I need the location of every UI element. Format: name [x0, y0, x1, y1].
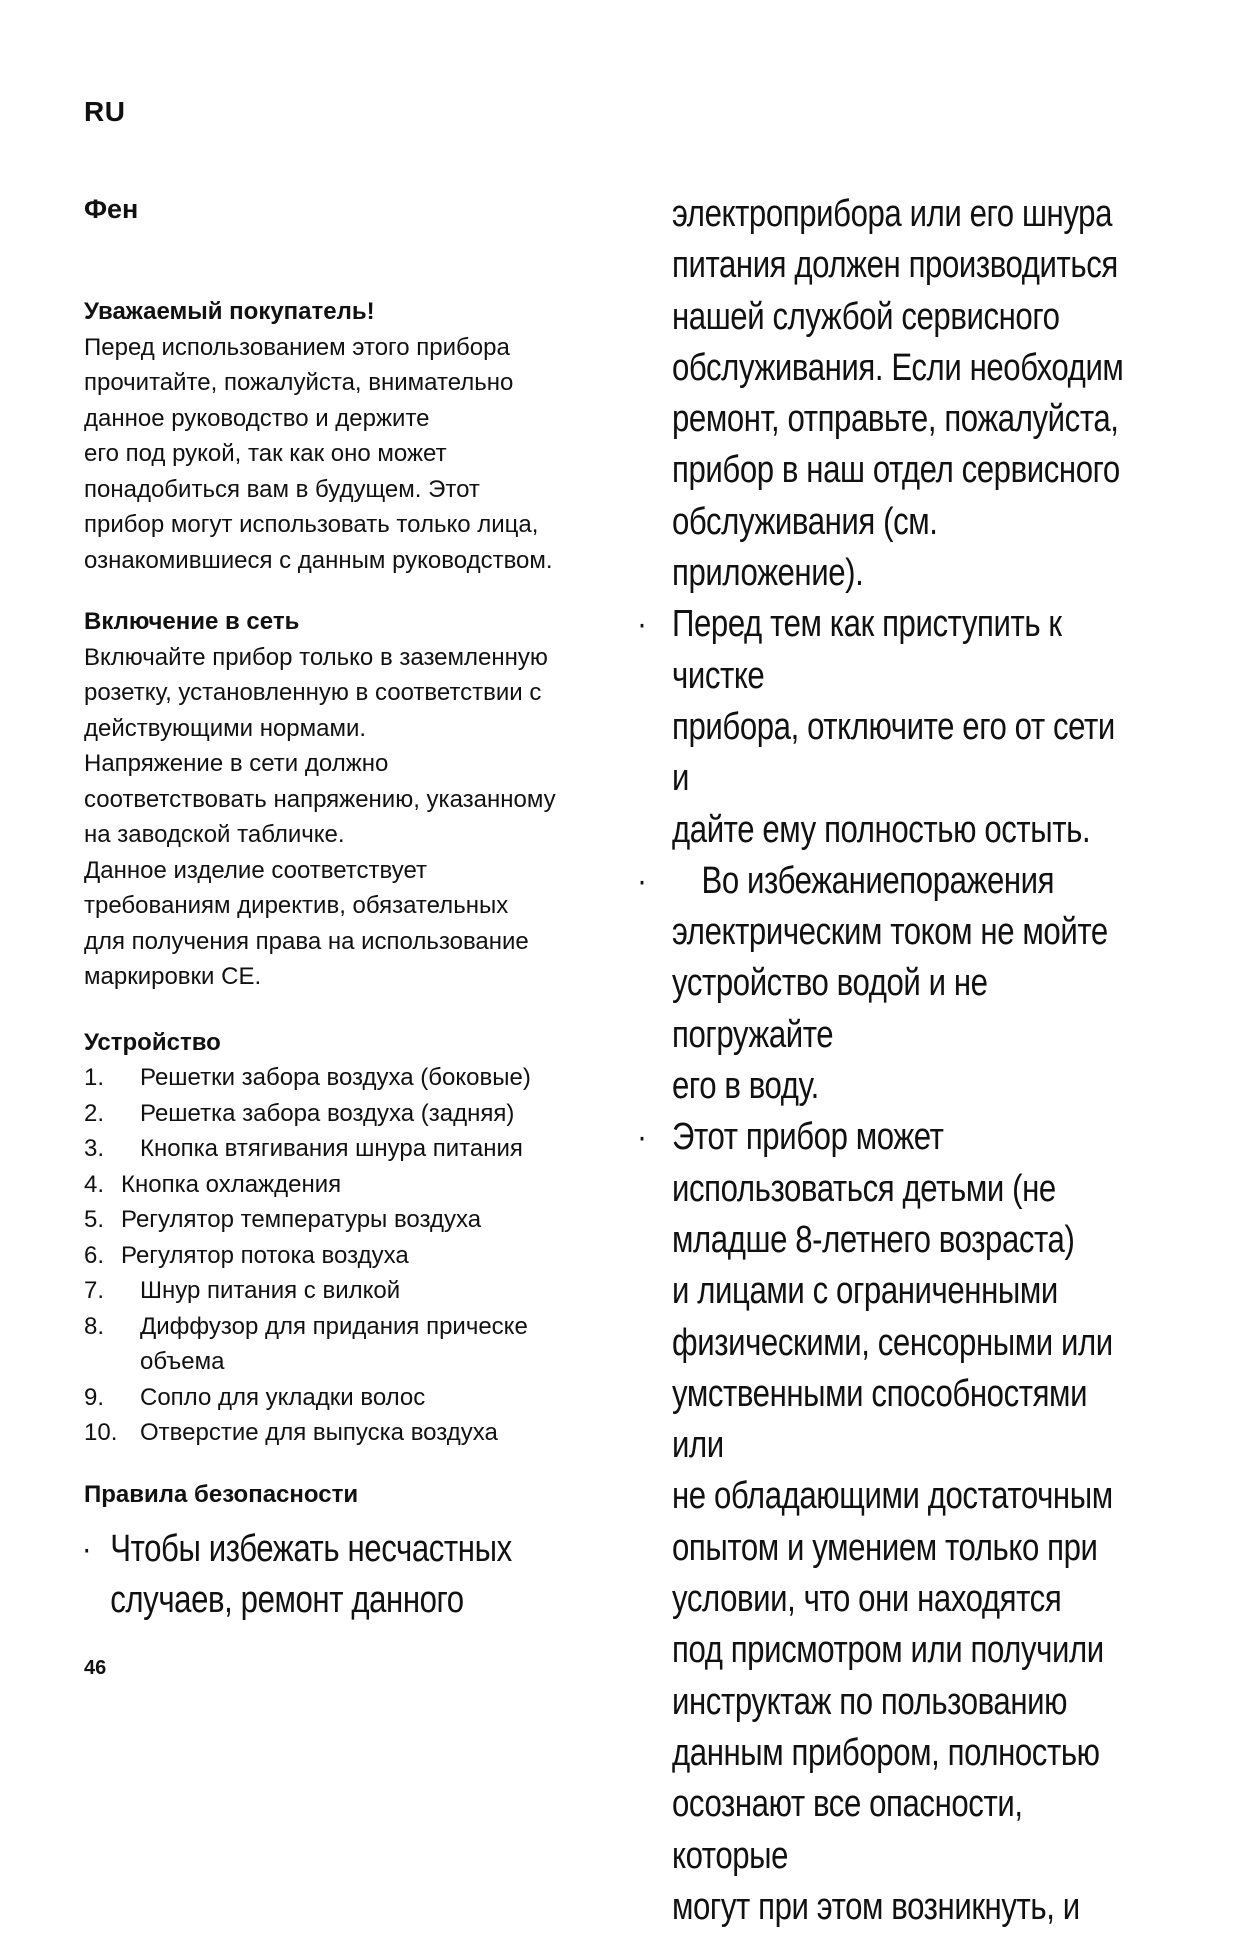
power-heading: Включение в сеть	[84, 608, 300, 635]
list-item	[84, 1167, 624, 1203]
power-section	[84, 604, 624, 995]
list-item	[84, 1096, 624, 1132]
bullet-line: Во избежаниепоражения	[701, 859, 1055, 902]
power-line: Данное изделие соответствует	[84, 856, 428, 884]
bullet-line: прибора, отключите его от сети и	[672, 705, 1115, 800]
list-text-line: объема	[140, 1348, 225, 1375]
page-title: Фен	[84, 194, 139, 224]
intro-line: его под рукой, так как оно может	[84, 440, 447, 467]
list-number: 3.	[84, 1135, 105, 1162]
bullet-mark: ·	[639, 613, 646, 641]
list-text: Сопло для укладки волос	[140, 1383, 426, 1411]
safety-heading: Правила безопасности	[84, 1480, 359, 1508]
bullet-line: электрическим током не мойте	[672, 911, 1108, 954]
device-parts-list	[84, 1060, 624, 1451]
list-item	[84, 1273, 624, 1309]
language-code: RU	[84, 96, 126, 127]
bullet-line: Этот прибор может	[672, 1116, 944, 1159]
safety-bullet-1	[84, 1524, 553, 1626]
list-number: 5.	[84, 1206, 105, 1233]
intro-line: прибор могут использовать только лица,	[84, 511, 539, 538]
bullet-line: осознают все опасности, которые	[672, 1783, 1023, 1877]
list-text	[140, 1309, 624, 1380]
list-text: Регулятор температуры воздуха	[121, 1206, 482, 1233]
list-number: 6.	[84, 1241, 105, 1269]
list-text: Отверстие для выпуска воздуха	[140, 1419, 498, 1446]
power-line: требованиям директив, обязательных	[84, 892, 509, 919]
bullet-line: использоваться детьми (не	[672, 1167, 1056, 1210]
intro-line: Перед использованием этого прибора	[84, 333, 510, 361]
list-text: Шнур питания с вилкой	[140, 1277, 401, 1304]
list-number: 8.	[84, 1312, 105, 1340]
bullet-mark: ·	[639, 869, 646, 897]
bullet-line: под присмотром или получили	[672, 1629, 1104, 1672]
power-line: Включайте прибор только в заземленную	[84, 643, 548, 671]
power-line: действующими нормами.	[84, 714, 367, 742]
intro-line: данное руководство и держите	[84, 404, 430, 432]
intro-line: понадобиться вам в будущем. Этот	[84, 475, 480, 503]
list-number: 4.	[84, 1170, 105, 1198]
list-number: 7.	[84, 1277, 105, 1304]
bullet-line: обслуживания (см. приложение).	[672, 500, 938, 595]
page-number: 46	[84, 1657, 107, 1679]
list-item	[84, 1202, 624, 1238]
intro-heading: Уважаемый покупатель!	[84, 298, 375, 325]
list-text: Регулятор потока воздуха	[121, 1241, 409, 1269]
bullet-line: обслуживания. Если необходим	[672, 346, 1124, 389]
list-text: Решетки забора воздуха (боковые)	[140, 1064, 531, 1091]
power-line: для получения права на использование	[84, 927, 529, 955]
power-line: соответствовать напряжению, указанному	[84, 785, 556, 813]
bullet-line: умственными способностями или	[672, 1372, 1088, 1467]
list-number: 10.	[84, 1419, 118, 1446]
bullet-line: прибор в наш отдел сервисного	[672, 449, 1120, 492]
bullet-line: не обладающими достаточным	[672, 1475, 1113, 1518]
left-column	[84, 294, 624, 1512]
list-text: Кнопка втягивания шнура питания	[140, 1135, 523, 1162]
bullet-line: Чтобы избежать несчастных	[110, 1528, 512, 1570]
bullet-line: могут при этом возникнуть, и	[672, 1885, 1080, 1928]
bullet-line: опытом и умением только при	[672, 1526, 1098, 1569]
bullet-line: инструктаж по пользованию	[672, 1680, 1068, 1723]
bullet-line: его в воду.	[672, 1065, 819, 1108]
bullet-line: условии, что они находятся	[672, 1578, 1062, 1621]
bullet-mark: ·	[639, 1126, 646, 1154]
list-item	[84, 1238, 624, 1274]
bullet-line: случаев, ремонт данного	[110, 1579, 464, 1621]
power-line: на заводской табличке.	[84, 821, 345, 848]
intro-section	[84, 294, 624, 578]
safety-bullet-3	[639, 856, 1131, 1112]
safety-bullet-2	[639, 599, 1131, 855]
bullet-mark: ·	[84, 1538, 91, 1565]
bullet-line: ремонт, отправьте, пожалуйста,	[672, 398, 1119, 441]
intro-line: прочитайте, пожалуйста, внимательно	[84, 369, 514, 396]
bullet-line: питания должен производиться	[672, 244, 1118, 287]
list-text: Кнопка охлаждения	[121, 1170, 342, 1198]
list-text-line: Диффузор для придания прическе	[140, 1312, 528, 1340]
safety-bullet-1-continuation	[672, 189, 1131, 599]
bullet-line: электроприбора или его шнура	[672, 193, 1113, 235]
intro-line: ознакомившиеся с данным руководством.	[84, 546, 553, 574]
device-section	[84, 1025, 624, 1451]
bullet-line: физическими, сенсорными или	[672, 1321, 1113, 1364]
list-item	[84, 1309, 624, 1380]
bullet-line: Перед тем как приступить к чистке	[672, 603, 1062, 697]
bullet-line: данным прибором, полностью	[672, 1731, 1100, 1774]
list-text: Решетка забора воздуха (задняя)	[140, 1099, 515, 1127]
safety-bullets-right	[639, 599, 1172, 1933]
list-item	[84, 1131, 624, 1167]
list-item	[84, 1380, 624, 1416]
device-heading: Устройство	[84, 1028, 221, 1056]
list-item	[84, 1060, 624, 1096]
bullet-line: младше 8-летнего возраста)	[672, 1218, 1075, 1261]
bullet-line: дайте ему полностью остыть.	[672, 808, 1091, 851]
right-column	[639, 189, 1172, 1933]
bullet-line: устройство водой и не погружайте	[672, 962, 988, 1056]
safety-bullet-4	[639, 1112, 1131, 1933]
power-line: Напряжение в сети должно	[84, 750, 389, 777]
list-number: 9.	[84, 1383, 105, 1411]
power-line: маркировки CE.	[84, 963, 262, 990]
bullet-line: и лицами с ограниченными	[672, 1270, 1058, 1313]
list-item	[84, 1415, 624, 1451]
power-line: розетку, установленную в соответствии с	[84, 679, 542, 706]
bullet-line: нашей службой сервисного	[672, 295, 1060, 338]
list-number: 2.	[84, 1099, 105, 1127]
list-number: 1.	[84, 1064, 105, 1091]
safety-bullets-left	[84, 1524, 544, 1626]
